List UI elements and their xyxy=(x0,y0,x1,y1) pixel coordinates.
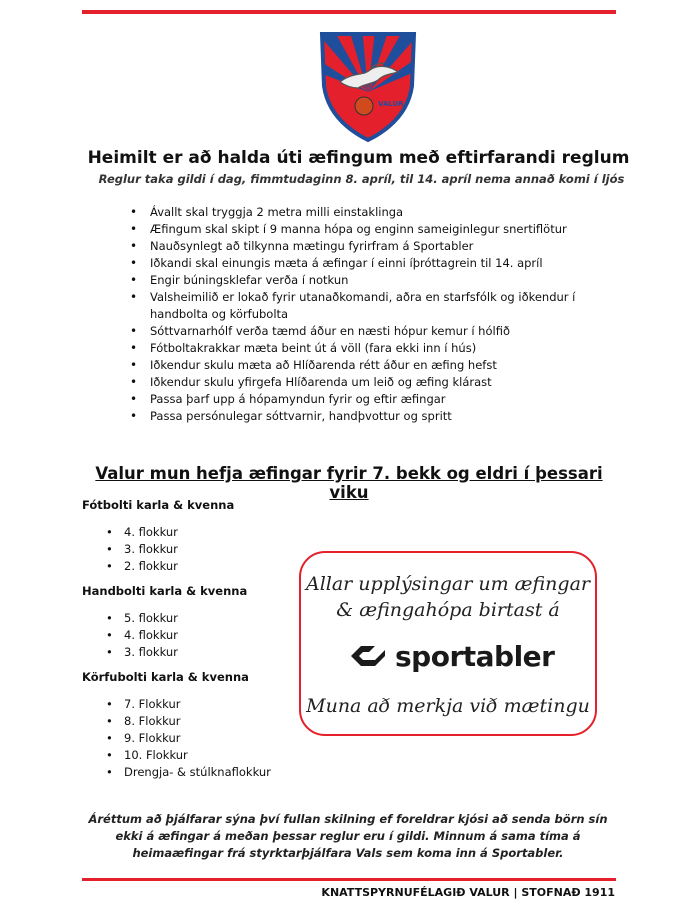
rule-item: • Fótboltakrakkar mæta beint út á völl (fara ekki inn í hús) xyxy=(148,340,628,357)
rule-item: • Sóttvarnarhólf verða tæmd áður en næsti hópur kemur í hólfið xyxy=(148,323,628,340)
list-item: • 7. Flokkur xyxy=(124,696,271,713)
valur-crest-logo xyxy=(318,26,418,144)
rule-item: • Iðkandi skal einungis mæta á æfingar í einni íþróttagrein til 14. apríl xyxy=(148,255,628,272)
rule-item: • Iðkendur skulu yfirgefa Hlíðarenda um leið og æfing klárast xyxy=(148,374,628,391)
callout-line-1: Allar upplýsingar um æfingar xyxy=(305,573,590,595)
list-item: • 2. flokkur xyxy=(124,558,178,575)
page-title: Heimilt er að halda úti æfingum með eftirfarandi reglum xyxy=(87,148,630,168)
basketball-list xyxy=(104,696,271,781)
list-item: • Drengja- & stúlknaflokkur xyxy=(124,764,271,781)
sportabler-logo xyxy=(347,639,554,673)
list-item: • 4. flokkur xyxy=(124,524,178,541)
rule-item: • Engir búningsklefar verða í notkun xyxy=(148,272,628,289)
rule-item: • Nauðsynlegt að tilkynna mætingu fyrirfram á Sportabler xyxy=(148,238,628,255)
list-item: • 10. Flokkur xyxy=(124,747,271,764)
rule-item: • Ávallt skal tryggja 2 metra milli einstaklinga xyxy=(148,204,628,221)
list-item: • 9. Flokkur xyxy=(124,730,271,747)
rule-item: • Passa persónulegar sóttvarnir, handþvottur og spritt xyxy=(148,408,628,425)
group-heading-football: Fótbolti karla & kvenna xyxy=(82,498,235,512)
page-subtitle: Reglur taka gildi í dag, fimmtudaginn 8. apríl, til 14. apríl nema annað komi í ljós xyxy=(98,172,625,186)
group-heading-handball: Handbolti karla & kvenna xyxy=(82,584,248,598)
section-title: Valur mun hefja æfingar fyrir 7. bekk og eldri í þessari viku xyxy=(95,464,603,502)
callout-line-2: & æfingahópa birtast á xyxy=(336,599,560,621)
rule-item: • Valsheimilið er lokað fyrir utanaðkomandi, aðra en starfsfólk og iðkendur í handbolta og körfubolta xyxy=(148,289,628,323)
rule-item: • Passa þarf upp á hópamyndun fyrir og eftir æfingar xyxy=(148,391,628,408)
sportabler-mark-icon xyxy=(347,642,389,670)
rule-item: • Æfingum skal skipt í 9 manna hópa og enginn sameiginlegur snertiflötur xyxy=(148,221,628,238)
list-item: • 5. flokkur xyxy=(124,610,178,627)
footer-note: Áréttum að þjálfarar sýna því fullan skilning ef foreldrar kjósi að senda börn sín ekki á æfingar á meðan þessar reglur eru í gildi. Minnum á sama tíma á heimaæfingar frá styrktarþjálfara Vals sem koma inn á Sportabler. xyxy=(88,812,608,860)
list-item: • 8. Flokkur xyxy=(124,713,271,730)
rule-item: • Iðkendur skulu mæta að Hlíðarenda rétt áður en æfing hefst xyxy=(148,357,628,374)
top-divider xyxy=(82,10,616,14)
svg-text:VALUR: VALUR xyxy=(378,100,404,108)
list-item: • 3. flokkur xyxy=(124,541,178,558)
rules-list xyxy=(128,204,628,425)
sportabler-callout xyxy=(299,551,597,736)
group-heading-basketball: Körfubolti karla & kvenna xyxy=(82,670,249,684)
handball-list xyxy=(104,610,178,661)
list-item: • 3. flokkur xyxy=(124,644,178,661)
football-list xyxy=(104,524,178,575)
bottom-divider xyxy=(82,878,616,881)
footer-club-text: KNATTSPYRNUFÉLAGIÐ VALUR | STOFNAÐ 1911 xyxy=(321,886,615,899)
list-item: • 4. flokkur xyxy=(124,627,178,644)
callout-line-3: Muna að merkja við mætingu xyxy=(306,695,590,717)
sportabler-wordmark: sportabler xyxy=(395,639,555,673)
